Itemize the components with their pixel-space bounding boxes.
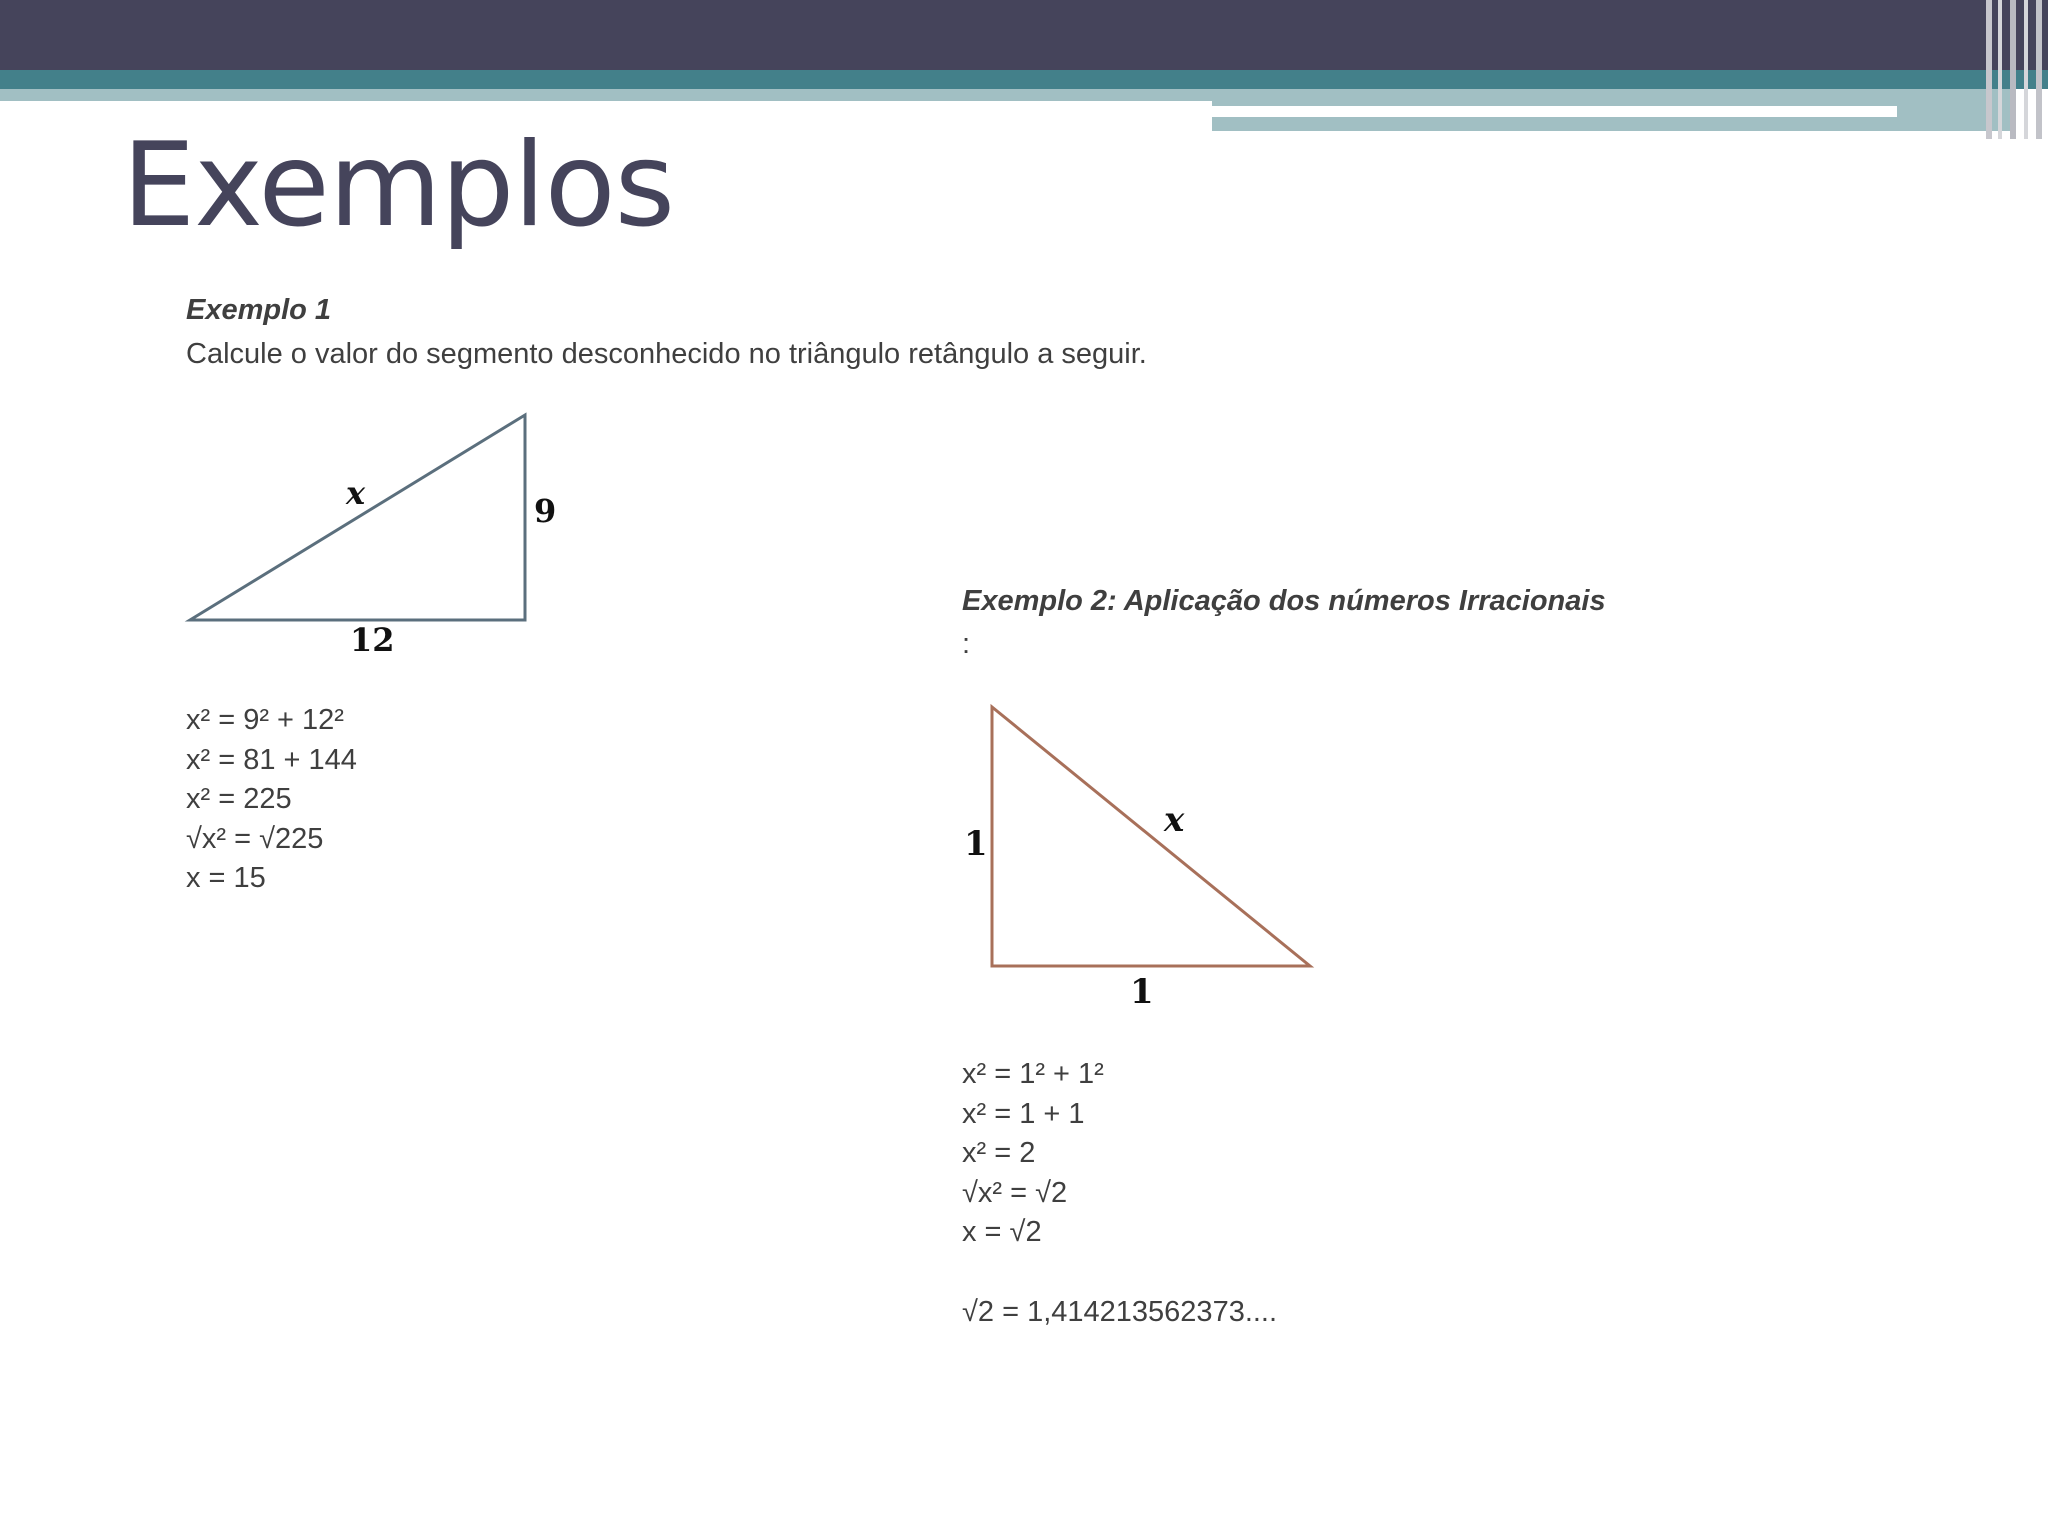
example2-hypotenuse-label: x <box>1164 800 1185 840</box>
example2-triangle <box>992 707 1310 966</box>
equation-step: √x² = √225 <box>186 822 324 855</box>
header-stripe <box>1998 0 2002 139</box>
example2-result: √2 = 1,414213562373.... <box>962 1296 1278 1328</box>
header-band-light <box>0 89 1212 101</box>
example1-hypotenuse-label: x <box>346 474 366 512</box>
slide-title: Exemplos <box>122 118 675 253</box>
example2-colon: : <box>962 628 971 660</box>
header-stripe <box>2010 0 2016 139</box>
equation-step: x = √2 <box>962 1216 1042 1248</box>
example1-prompt: Calcule o valor do segmento desconhecido no triângulo retângulo a seguir. <box>186 338 1147 370</box>
example2-horizontal-leg-label: 1 <box>1130 972 1154 1012</box>
header-stripe <box>1986 0 1992 139</box>
equation-step: x² = 81 + 144 <box>186 743 357 776</box>
header-stripe <box>2036 0 2042 139</box>
example1-steps <box>186 701 357 899</box>
equation-step: x² = 2 <box>962 1137 1036 1169</box>
equation-step: x² = 1² + 1² <box>962 1058 1104 1090</box>
equation-step: x² = 1 + 1 <box>962 1097 1085 1130</box>
example2-triangle-figure <box>950 690 1330 1020</box>
example2-vertical-leg-label: 1 <box>964 824 988 864</box>
example1-triangle-svg <box>180 400 580 670</box>
example1-triangle <box>190 415 525 620</box>
example1-horizontal-leg-label: 12 <box>350 621 395 659</box>
equation-step: x² = 225 <box>186 783 292 815</box>
example1-triangle-figure <box>180 400 580 670</box>
example1-vertical-leg-label: 9 <box>534 492 557 530</box>
header-stripe <box>2024 0 2028 139</box>
example2-triangle-svg <box>950 690 1330 1020</box>
header-band-dark <box>0 0 2048 70</box>
example1-heading: Exemplo 1 <box>186 294 332 326</box>
header-band-teal <box>0 70 2048 89</box>
example2-steps <box>962 1055 1104 1253</box>
equation-step: x² = 9² + 12² <box>186 704 344 736</box>
example2-heading: Exemplo 2: Aplicação dos números Irracionais <box>962 585 1606 617</box>
equation-step: x = 15 <box>186 862 266 894</box>
header-white-notch <box>1652 131 2012 139</box>
equation-step: √x² = √2 <box>962 1176 1068 1209</box>
header-white-line <box>1212 106 1897 117</box>
